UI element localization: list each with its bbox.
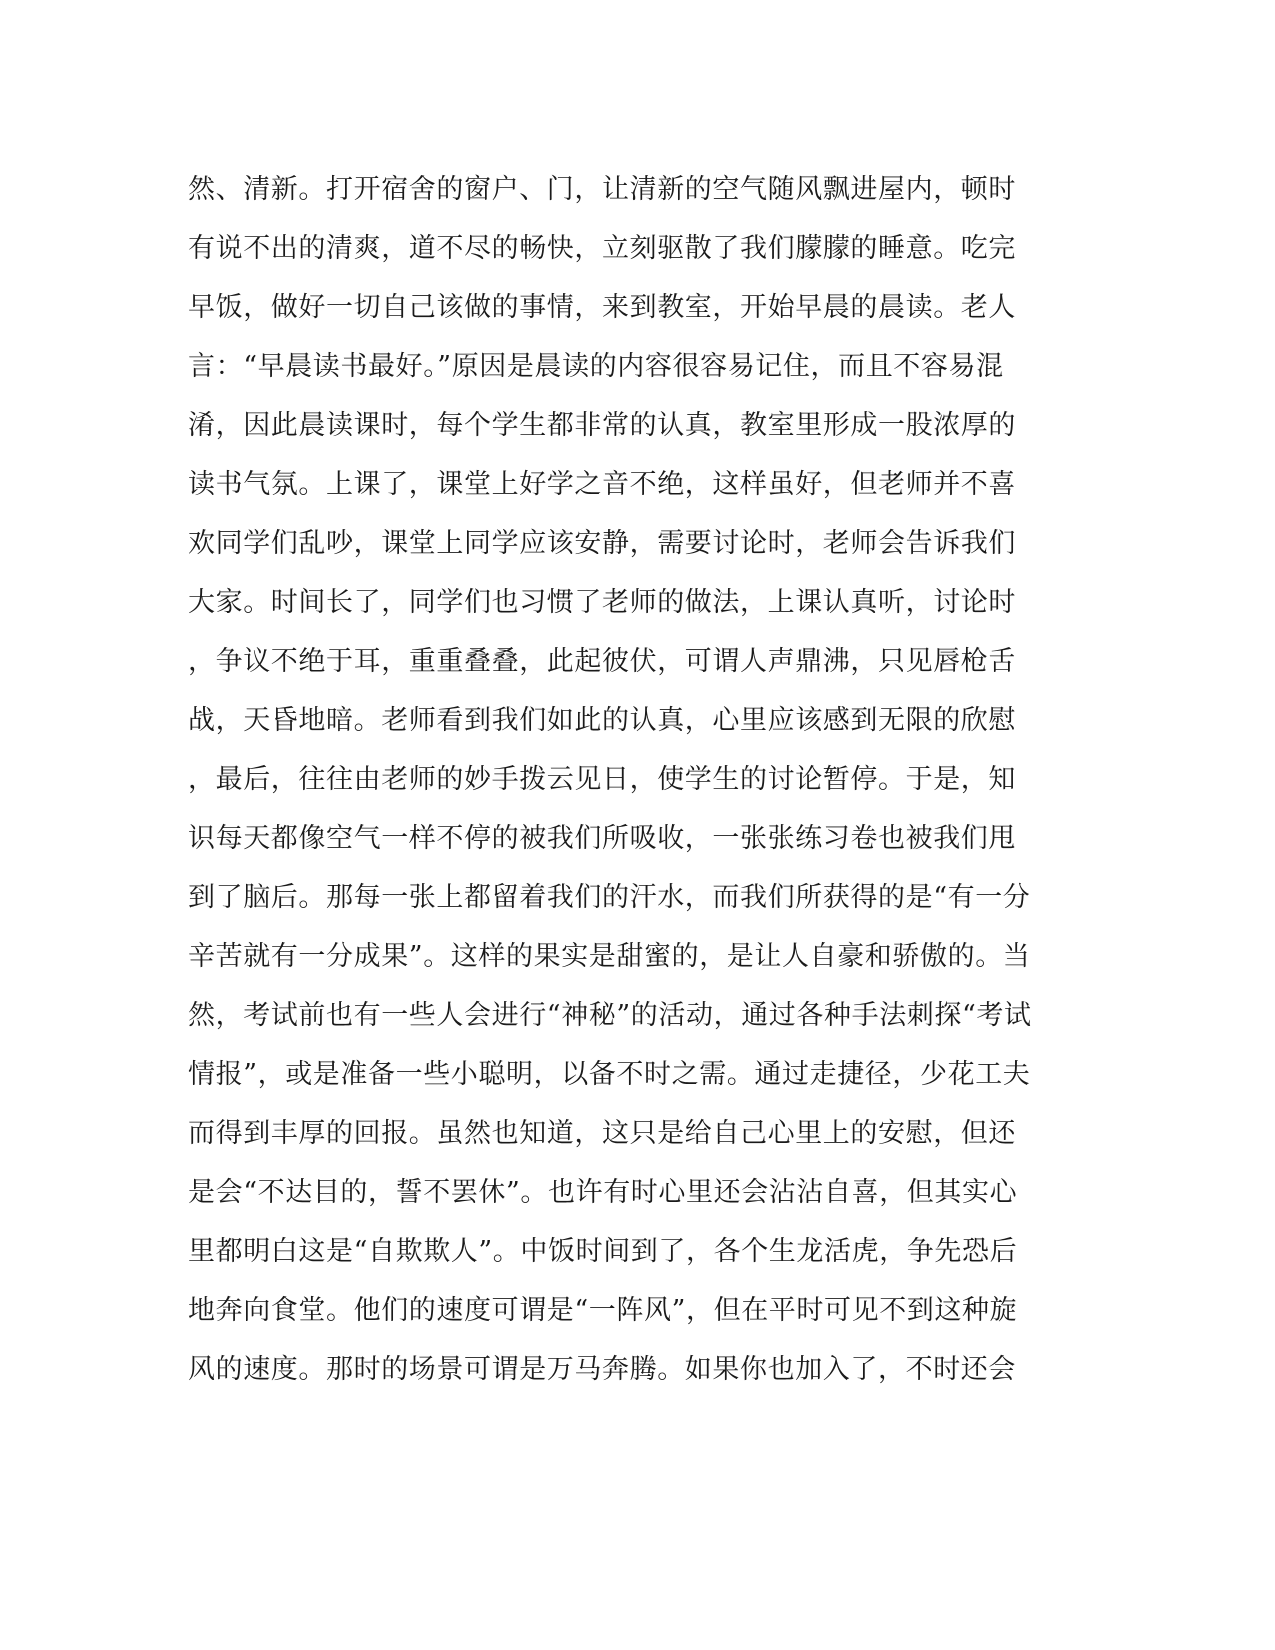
text-line: 是会“不达目的，誓不罢休”。也许有时心里还会沾沾自喜，但其实心 [188,1177,1018,1208]
text-line: 到了脑后。那每一张上都留着我们的汗水，而我们所获得的是“有一分 [188,882,1031,913]
text-line: 而得到丰厚的回报。虽然也知道，这只是给自己心里上的安慰，但还 [188,1118,1016,1149]
text-line: 读书气氛。上课了，课堂上好学之音不绝，这样虽好，但老师并不喜 [188,469,1016,500]
text-line: 然、清新。打开宿舍的窗户、门，让清新的空气随风飘进屋内，顿时 [188,174,1016,205]
text-line: 情报”，或是准备一些小聪明，以备不时之需。通过走捷径，少花工夫 [188,1059,1031,1090]
text-line: 有说不出的清爽，道不尽的畅快，立刻驱散了我们朦朦的睡意。吃完 [188,233,1016,264]
text-line: 然，考试前也有一些人会进行“神秘”的活动，通过各种手法刺探“考试 [188,1000,1032,1031]
text-line: 辛苦就有一分成果”。这样的果实是甜蜜的，是让人自豪和骄傲的。当 [188,941,1031,972]
text-line: 早饭，做好一切自己该做的事情，来到教室，开始早晨的晨读。老人 [188,292,1016,323]
text-line: 战，天昏地暗。老师看到我们如此的认真，心里应该感到无限的欣慰 [188,705,1016,736]
text-line: 里都明白这是“自欺欺人”。中饭时间到了，各个生龙活虎，争先恐后 [188,1236,1018,1267]
text-line: 欢同学们乱吵，课堂上同学应该安静，需要讨论时，老师会告诉我们 [188,528,1016,559]
body-text [188,160,1088,1399]
text-line: 言：“早晨读书最好。”原因是晨读的内容很容易记住，而且不容易混 [188,351,1004,382]
text-line: 识每天都像空气一样不停的被我们所吸收，一张张练习卷也被我们甩 [188,823,1016,854]
text-line: ，争议不绝于耳，重重叠叠，此起彼伏，可谓人声鼎沸，只见唇枪舌 [188,646,1016,677]
text-line: 淆，因此晨读课时，每个学生都非常的认真，教室里形成一股浓厚的 [188,410,1016,441]
text-line: ，最后，往往由老师的妙手拨云见日，使学生的讨论暂停。于是，知 [188,764,1016,795]
text-line: 地奔向食堂。他们的速度可谓是“一阵风”，但在平时可见不到这种旋 [188,1295,1018,1326]
text-line: 风的速度。那时的场景可谓是万马奔腾。如果你也加入了，不时还会 [188,1354,1016,1385]
text-line: 大家。时间长了，同学们也习惯了老师的做法，上课认真听，讨论时 [188,587,1016,618]
